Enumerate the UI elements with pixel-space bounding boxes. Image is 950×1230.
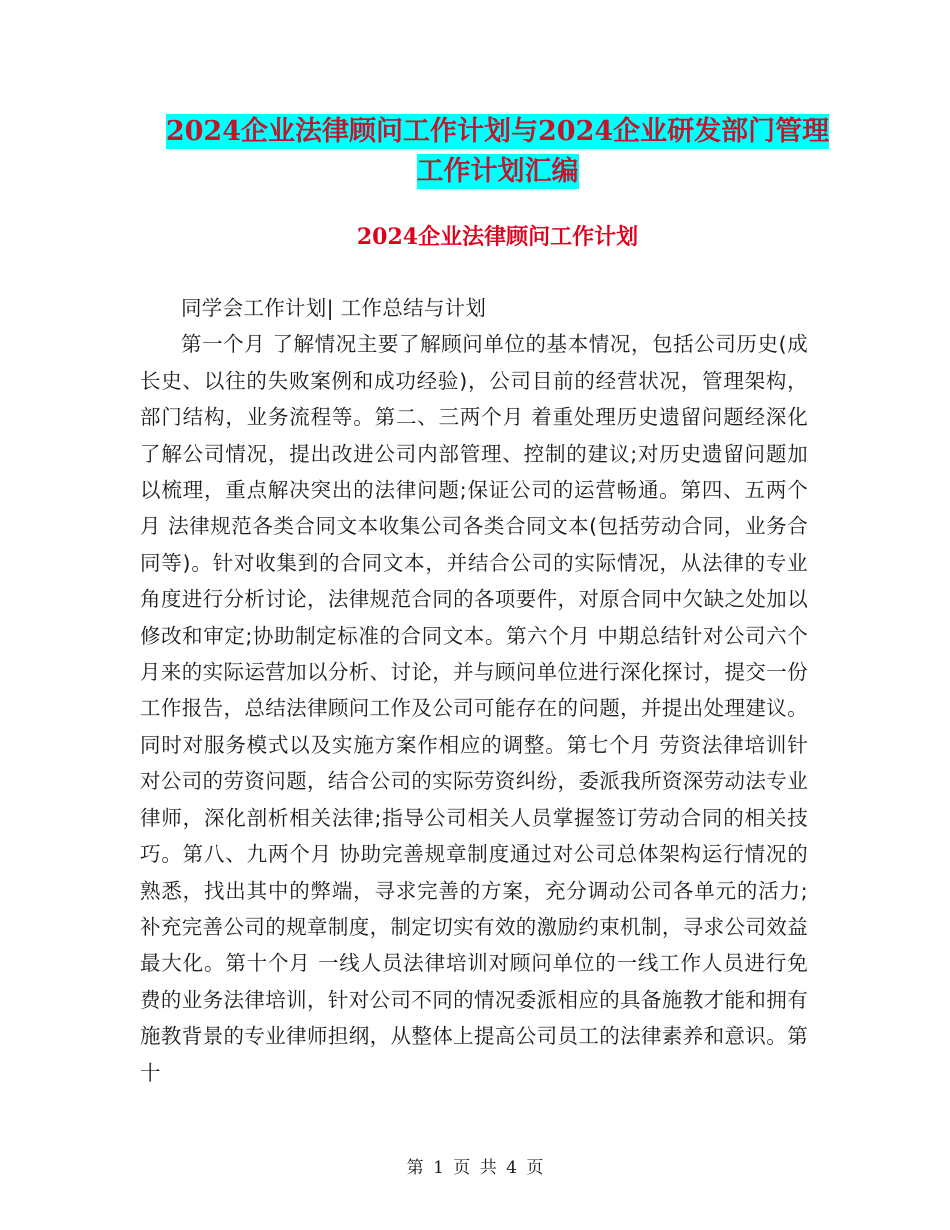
page-footer: 第 1 页 共 4 页 bbox=[406, 1158, 544, 1178]
section-title: 2024企业法律顾问工作计划 bbox=[356, 224, 639, 250]
document-title-line2: 工作计划汇编 bbox=[416, 156, 579, 187]
document-title-line1: 2024企业法律顾问工作计划与2024企业研发部门管理 bbox=[165, 116, 830, 147]
body-paragraph-main: 第一个月 了解情况主要了解顾问单位的基本情况，包括公司历史(成长史、以往的失败案例和成功经验)，公司目前的经营状况，管理架构，部门结构，业务流程等。第二、三两个月 着重处理历史遗留问题经深化了解公司情况，提出改进公司内部管理、控制的建议;对历史遗留问题加以梳理，重点解决突出的法律问题;保证公司的运营畅通。第四、五两个月 法律规范各类合同文本收集公司各类合同文本(包括劳动合同，业务合同等)。针对收集到的合同文本，并结合公司的实际情况，从法律的专业角度进行分析讨论，法律规范合同的各项要件，对原合同中欠缺之处加以修改和审定;协助制定标准的合同文本。第六个月 中期总结针对公司六个月来的实际运营加以分析、讨论，并与顾问单位进行深化探讨，提交一份工作报告，总结法律顾问工作及公司可能存在的问题，并提出处理建议。同时对服务模式以及实施方案作相应的调整。第七个月 劳资法律培训针对公司的劳资问题，结合公司的实际劳资纠纷，委派我所资深劳动法专业律师，深化剖析相关法律;指导公司相关人员掌握签订劳动合同的相关技巧。第八、九两个月 协助完善规章制度通过对公司总体架构运行情况的熟悉，找出其中的弊端，寻求完善的方案，充分调动公司各单元的活力;补充完善公司的规章制度，制定切实有效的激励约束机制，寻求公司效益最大化。第十个月 一线人员法律培训对顾问单位的一线工作人员进行免费的业务法律培训，针对公司不同的情况委派相应的具备施教才能和拥有施教背景的专业律师担纲，从整体上提高公司员工的法律素养和意识。第十 bbox=[140, 332, 808, 1085]
body-paragraph-subtitle: 同学会工作计划| 工作总结与计划 bbox=[181, 296, 487, 320]
document-title bbox=[140, 112, 855, 192]
document-body bbox=[140, 290, 808, 1091]
